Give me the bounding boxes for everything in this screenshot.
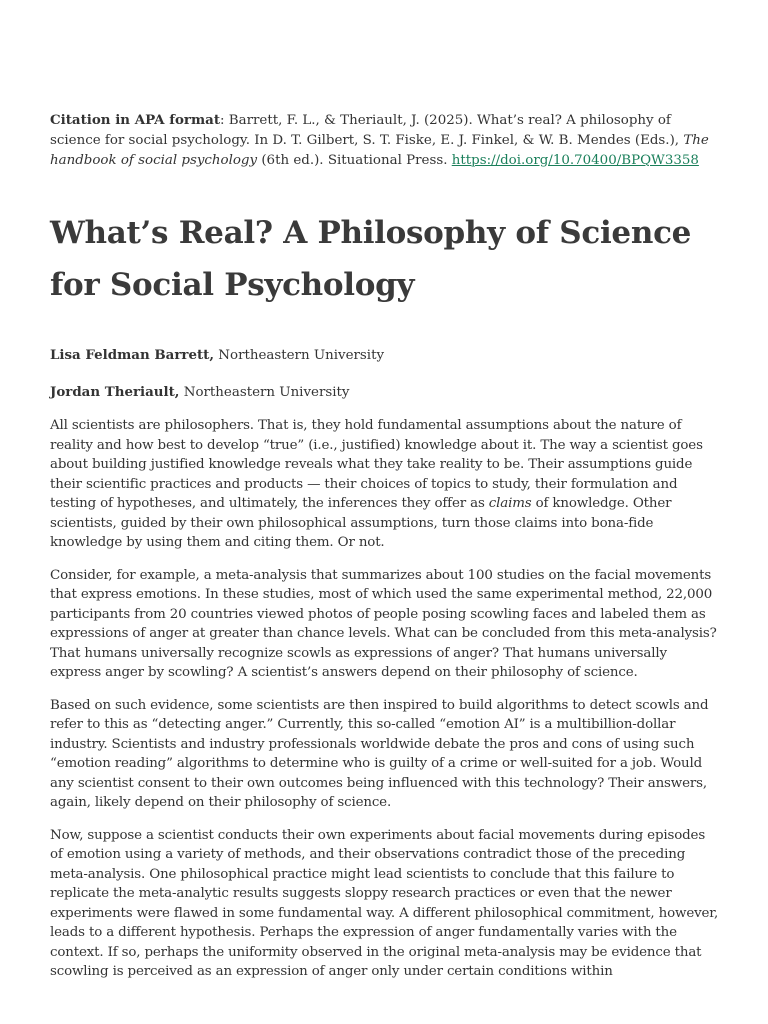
citation-label: Citation in APA format	[50, 112, 221, 128]
author-name: Jordan Theriault,	[50, 384, 180, 400]
citation-text: : Barrett, F. L., & Theriault, J. (2025). What’s real? A philosophy of science for social psychology. In D. T. Gilbert, S. T. Fiske, E. J. Finkel, & W. B. Mendes (Eds.),	[50, 113, 684, 148]
document-page	[50, 110, 720, 982]
author-line	[50, 345, 720, 366]
author-line	[50, 382, 720, 403]
emphasis-text: claims	[488, 496, 532, 511]
citation-edition: (6th ed.). Situational Press.	[257, 153, 452, 168]
doi-link[interactable]: https://doi.org/10.70400/BPQW3358	[451, 153, 699, 168]
paragraph: Based on such evidence, some scientists are then inspired to build algorithms to detect scowls and refer to this as “detecting anger.” Currently, this so-called “emotion AI” is a multibillion-dollar industry. Scientists and industry professionals worldwide debate the pros and cons of using such “emotion reading” algorithms to determine who is guilty of a crime or well-suited for a job. Would any scientist consent to their own outcomes being influenced with this technology? Their answers, again, likely depend on their philosophy of science.	[50, 697, 709, 810]
paragraph: Now, suppose a scientist conducts their own experiments about facial movements during episodes of emotion using a variety of methods, and their observations contradict those of the preceding meta-analysis. One philosophical practice might lead scientists to conclude that this failure to replicate the meta-analytic results suggests sloppy research practices or even that the newer experiments were flawed in some fundamental way. A different philosophical commitment, however, leads to a different hypothesis. Perhaps the expression of anger fundamentally varies with the context. If so, perhaps the uniformity observed in the original meta-analysis may be evidence that scowling is perceived as an expression of anger only under certain conditions within	[50, 827, 719, 979]
book-title: The handbook of social psychology	[50, 133, 709, 168]
paragraph: Consider, for example, a meta-analysis that summarizes about 100 studies on the facial movements that express emotions. In these studies, most of which used the same experimental method, 22,000 participants from 20 countries viewed photos of people posing scowling faces and labeled them as expressions of anger at greater than chance levels. What can be concluded from this meta-analysis? That humans universally recognize scowls as expressions of anger? That humans universally express anger by scowling? A scientist’s answers depend on their philosophy of science.	[50, 567, 717, 680]
citation	[50, 110, 720, 171]
paragraph-text: All scientists are philosophers. That is, they hold fundamental assumptions about the nature of reality and how best to develop “true” (i.e., justified) knowledge about it. The way a scientist goes about building justified knowledge reveals what they take reality to be. Their assumptions guide their scientific practices and products — their choices of topics to study, their formulation and testing of hypotheses, and ultimately, the inferences they offer as	[50, 418, 703, 511]
author-name: Lisa Feldman Barrett,	[50, 347, 215, 363]
paragraph-text: of knowledge. Other scientists, guided by their own philosophical assumptions, turn those claims into bona-fide knowledge by using them and citing them. Or not.	[50, 496, 672, 550]
paper-title: What’s Real? A Philosophy of Science for Social Psychology	[50, 215, 692, 303]
paragraph	[50, 416, 720, 553]
author-affiliation: Northeastern University	[179, 385, 350, 400]
author-affiliation: Northeastern University	[214, 348, 385, 363]
